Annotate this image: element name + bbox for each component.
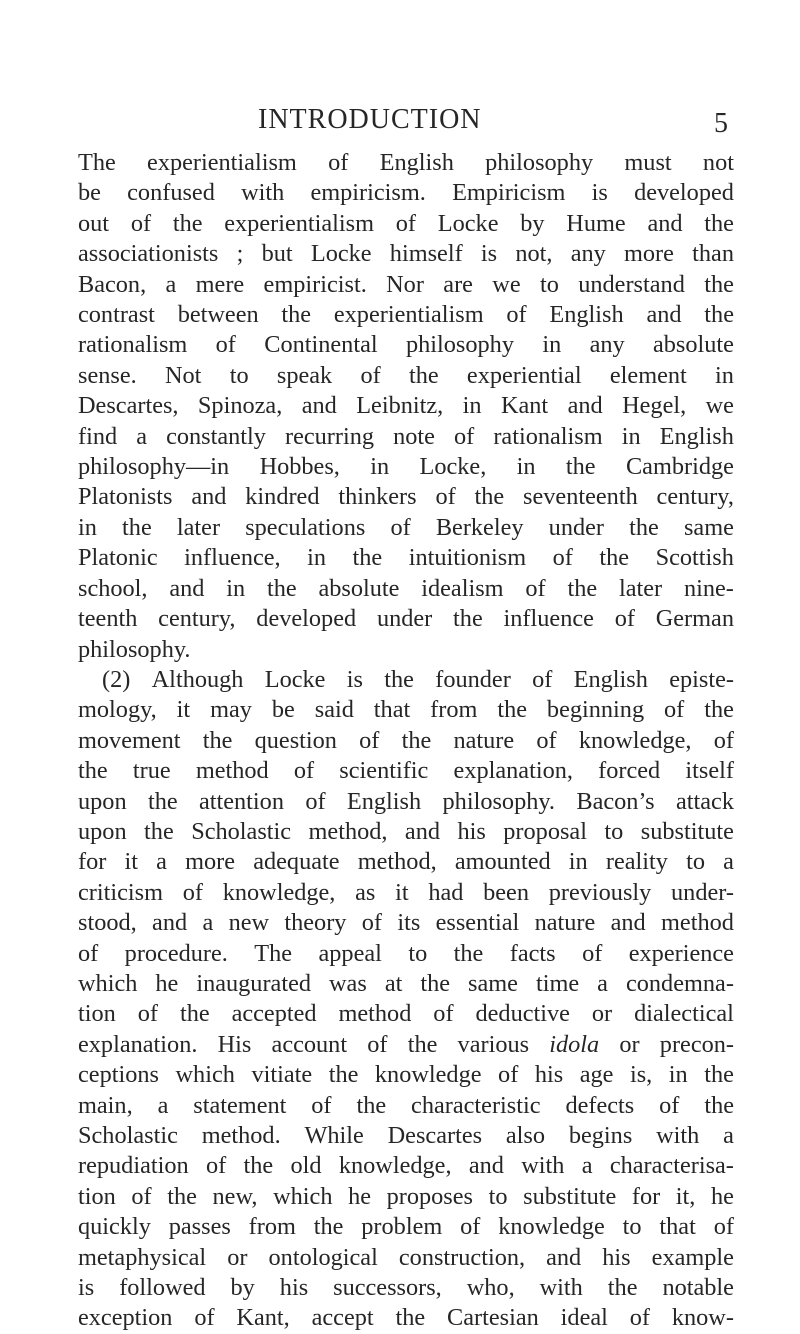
text-line: The experientialism of English philosophy must not — [78, 149, 734, 176]
text-line: in the later speculations of Berkeley under the same — [78, 513, 734, 541]
text-line: rationalism of Continental philosophy in any absolute — [78, 331, 734, 359]
text-line: quickly passes from the problem of knowledge to that of — [78, 1213, 734, 1241]
text-line: criticism of knowledge, as it had been previously under- — [78, 878, 734, 906]
text-line: out of the experientialism of Locke by Hume and the — [78, 209, 734, 237]
body-text — [78, 148, 734, 1334]
text-line: for it a more adequate method, amounted in reality to a — [78, 848, 734, 876]
page-header — [78, 104, 734, 144]
text-line: (2) Although Locke is the founder of English episte- — [102, 665, 734, 693]
text-line: Bacon, a mere empiricist. Nor are we to understand the — [78, 270, 734, 298]
page-number: 5 — [714, 108, 728, 139]
text-line: of procedure. The appeal to the facts of experience — [78, 939, 734, 967]
text-line: contrast between the experientialism of English and the — [78, 301, 734, 329]
text-line: teenth century, developed under the influence of German — [78, 605, 734, 633]
text-line: mology, it may be said that from the beginning of the — [78, 696, 734, 724]
text-line: Platonists and kindred thinkers of the seventeenth century, — [78, 483, 734, 511]
text-line: Platonic influence, in the intuitionism of the Scottish — [78, 544, 734, 572]
text-line: find a constantly recurring note of rationalism in English — [78, 422, 734, 450]
text-line: associationists ; but Locke himself is not, any more than — [78, 240, 734, 268]
text-line: is followed by his successors, who, with the notable — [78, 1274, 734, 1302]
text-line: be confused with empiricism. Empiricism is developed — [78, 179, 734, 207]
text-line: philosophy—in Hobbes, in Locke, in the Cambridge — [78, 453, 734, 481]
text-line: repudiation of the old knowledge, and with a characterisa- — [78, 1152, 734, 1180]
text-line: philosophy. — [78, 635, 191, 663]
text-line: tion of the accepted method of deductive or dialectical — [78, 1000, 734, 1028]
text-line: ceptions which vitiate the knowledge of his age is, in the — [78, 1061, 734, 1089]
text-line: school, and in the absolute idealism of the later nine- — [78, 574, 734, 602]
running-head: INTRODUCTION — [258, 104, 482, 135]
text-line: explanation. His account of the various idola or precon- — [78, 1030, 734, 1058]
text-line: which he inaugurated was at the same time a condemna- — [78, 969, 734, 997]
text-line: exception of Kant, accept the Cartesian ideal of know- — [78, 1304, 734, 1332]
text-line: stood, and a new theory of its essential nature and method — [78, 909, 734, 937]
text-line: movement the question of the nature of knowledge, of — [78, 726, 734, 754]
text-line: main, a statement of the characteristic defects of the — [78, 1091, 734, 1119]
text-line: upon the Scholastic method, and his proposal to substitute — [78, 817, 734, 845]
text-line: tion of the new, which he proposes to substitute for it, he — [78, 1182, 734, 1210]
book-page — [78, 104, 734, 1334]
text-line: metaphysical or ontological construction, and his example — [78, 1243, 734, 1271]
text-line: Scholastic method. While Descartes also begins with a — [78, 1122, 734, 1149]
text-line: the true method of scientific explanation, forced itself — [78, 757, 734, 785]
text-line: Descartes, Spinoza, and Leibnitz, in Kant and Hegel, we — [78, 392, 734, 420]
text-line: sense. Not to speak of the experiential element in — [78, 361, 734, 389]
text-line: upon the attention of English philosophy. Bacon’s attack — [78, 787, 734, 815]
